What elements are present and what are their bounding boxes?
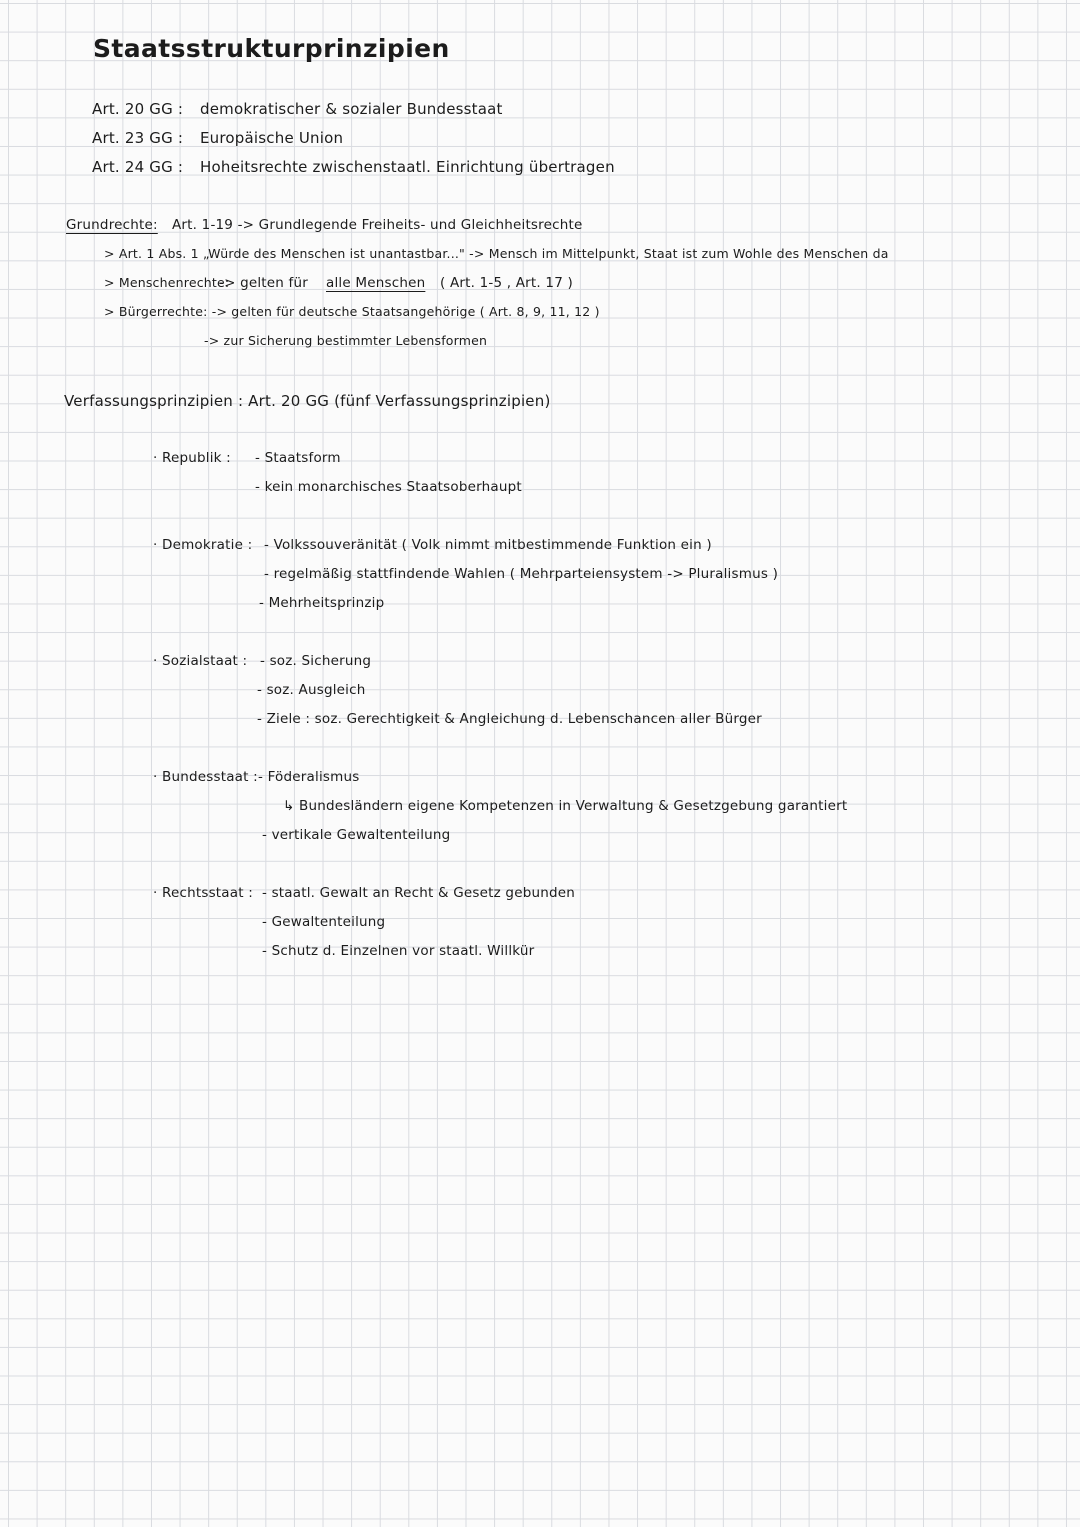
menschenrechte-refs: ( Art. 1-5 , Art. 17 ) xyxy=(440,275,573,291)
demokratie-3: - Mehrheitsprinzip xyxy=(259,595,385,611)
grundrechte-intro: Art. 1-19 -> Grundlegende Freiheits- und Gleichheitsrechte xyxy=(172,217,583,233)
bundesstaat-1a: ↳ Bundesländern eigene Kompetenzen in Verwaltung & Gesetzgebung garantiert xyxy=(283,798,848,814)
republik-label: · Republik : xyxy=(153,450,231,466)
bundesstaat-1: - Föderalismus xyxy=(258,769,360,785)
demokratie-1: - Volkssouveränität ( Volk nimmt mitbestimmende Funktion ein ) xyxy=(264,537,712,553)
rechtsstaat-1: - staatl. Gewalt an Recht & Gesetz gebunden xyxy=(262,885,576,901)
sozialstaat-1: - soz. Sicherung xyxy=(260,653,372,669)
sozialstaat-2: - soz. Ausgleich xyxy=(257,682,366,698)
article-text-20: demokratischer & sozialer Bundesstaat xyxy=(200,100,503,118)
rechtsstaat-label: · Rechtsstaat : xyxy=(153,885,253,901)
article-ref-23: Art. 23 GG : xyxy=(92,129,184,147)
article-ref-20: Art. 20 GG : xyxy=(92,100,184,118)
article-ref-24: Art. 24 GG : xyxy=(92,158,184,176)
article-text-23: Europäische Union xyxy=(200,129,344,147)
grundrechte-label: Grundrechte: xyxy=(66,217,158,233)
sozialstaat-3: - Ziele : soz. Gerechtigkeit & Angleichung d. Lebenschancen aller Bürger xyxy=(257,711,762,727)
bundesstaat-label: · Bundesstaat : xyxy=(153,769,258,785)
demokratie-2: - regelmäßig stattfindende Wahlen ( Mehrparteiensystem -> Pluralismus ) xyxy=(264,566,779,582)
menschenrechte-underlined: alle Menschen xyxy=(326,275,426,291)
grundrechte-art1: > Art. 1 Abs. 1 „Würde des Menschen ist unantastbar..." -> Mensch im Mittelpunkt, Staat ist zum Wohle des Menschen da xyxy=(104,246,889,261)
article-text-24: Hoheitsrechte zwischenstaatl. Einrichtung übertragen xyxy=(200,158,615,176)
republik-2: - kein monarchisches Staatsoberhaupt xyxy=(255,479,522,495)
page-title: Staatsstrukturprinzipien xyxy=(93,34,450,63)
verfassung-heading: Verfassungsprinzipien : Art. 20 GG (fünf Verfassungsprinzipien) xyxy=(64,392,551,410)
demokratie-label: · Demokratie : xyxy=(153,537,253,553)
sozialstaat-label: · Sozialstaat : xyxy=(153,653,248,669)
buergerrechte: > Bürgerrechte: -> gelten für deutsche Staatsangehörige ( Art. 8, 9, 11, 12 ) xyxy=(104,304,600,319)
rechtsstaat-3: - Schutz d. Einzelnen vor staatl. Willkür xyxy=(262,943,535,959)
menschenrechte-arrow: -> gelten für xyxy=(219,275,309,291)
republik-1: - Staatsform xyxy=(255,450,341,466)
buergerrechte-2: -> zur Sicherung bestimmter Lebensformen xyxy=(204,333,488,348)
menschenrechte-label: > Menschenrechte: xyxy=(104,275,230,290)
bundesstaat-2: - vertikale Gewaltenteilung xyxy=(262,827,451,843)
rechtsstaat-2: - Gewaltenteilung xyxy=(262,914,386,930)
